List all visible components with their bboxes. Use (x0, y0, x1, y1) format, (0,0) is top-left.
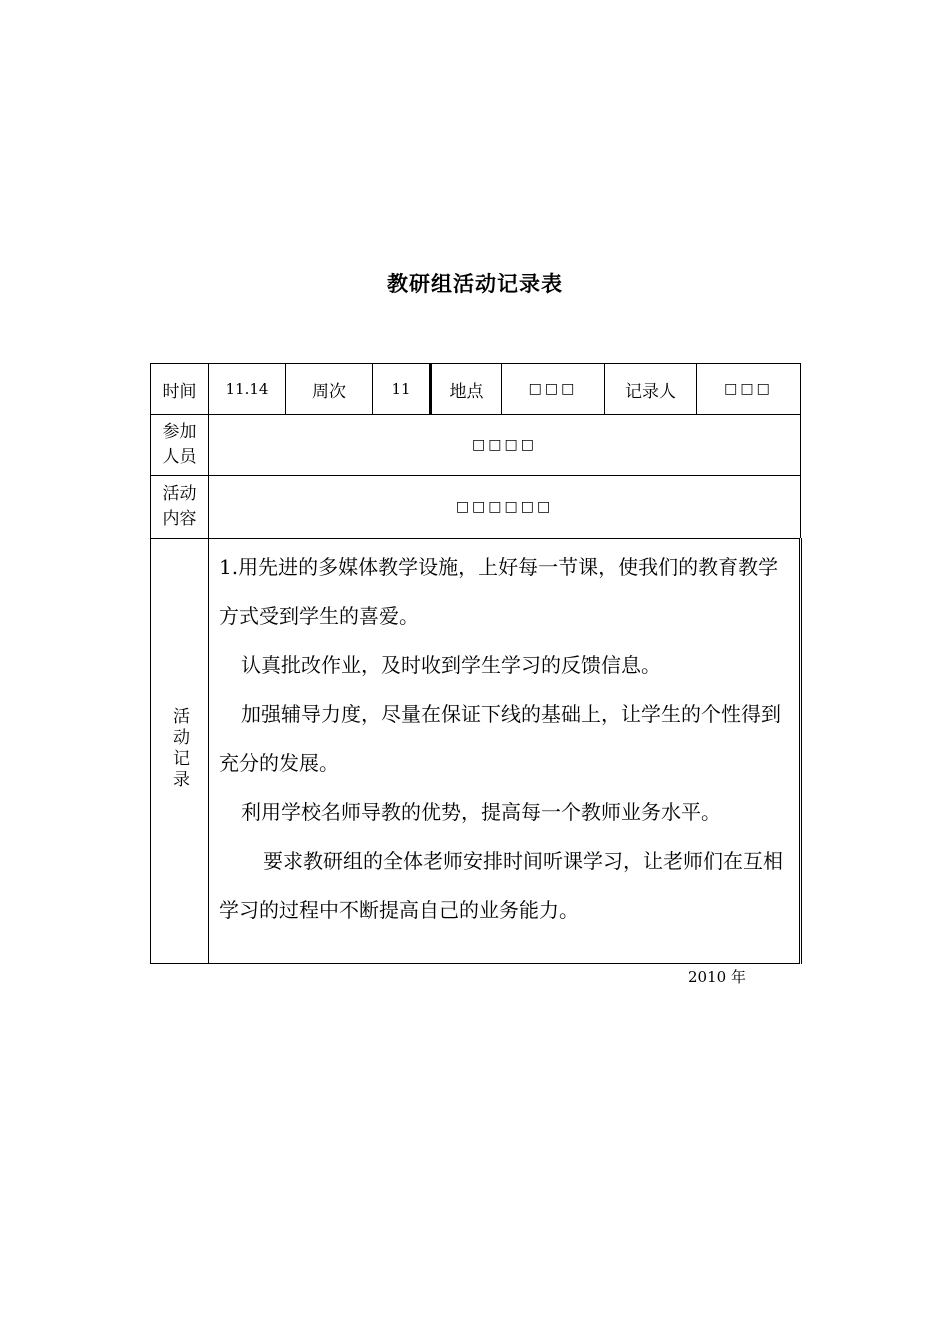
activity-record-table (150, 363, 802, 964)
page-title: 教研组活动记录表 (387, 272, 563, 296)
time-value: 11.14 (209, 364, 286, 415)
activity-content-row (151, 476, 801, 539)
activity-record-label: 活动记录 (169, 707, 189, 791)
activity-record-row (151, 539, 801, 964)
activity-content-label: 活动内容 (151, 476, 209, 539)
activity-record-label-cell (151, 539, 209, 964)
recorder-value: □□□ (697, 364, 801, 415)
record-paragraph-5: 要求教研组的全体老师安排时间听课学习，让老师们在互相学习的过程中不断提高自己的业务能力。 (219, 849, 783, 922)
header-row (151, 364, 801, 415)
participants-value: □□□□ (209, 415, 801, 476)
week-value: 11 (373, 364, 431, 415)
activity-record-content (209, 539, 801, 964)
place-label: 地点 (431, 364, 502, 415)
time-label: 时间 (151, 364, 209, 415)
record-paragraph-4: 利用学校名师导教的优势，提高每一个教师业务水平。 (241, 800, 721, 824)
place-value: □□□ (502, 364, 605, 415)
record-paragraph-2: 认真批改作业，及时收到学生学习的反馈信息。 (241, 653, 661, 677)
activity-content-value: □□□□□□ (209, 476, 801, 539)
record-paragraph-1: 1.用先进的多媒体教学设施，上好每一节课，使我们的教育教学方式受到学生的喜爱。 (219, 555, 779, 628)
participants-row (151, 415, 801, 476)
week-label: 周次 (286, 364, 373, 415)
record-paragraph-3: 加强辅导力度，尽量在保证下线的基础上，让学生的个性得到充分的发展。 (219, 702, 781, 775)
recorder-label: 记录人 (605, 364, 697, 415)
participants-label: 参加人员 (151, 415, 209, 476)
date-text: 2010 年 (688, 968, 746, 986)
